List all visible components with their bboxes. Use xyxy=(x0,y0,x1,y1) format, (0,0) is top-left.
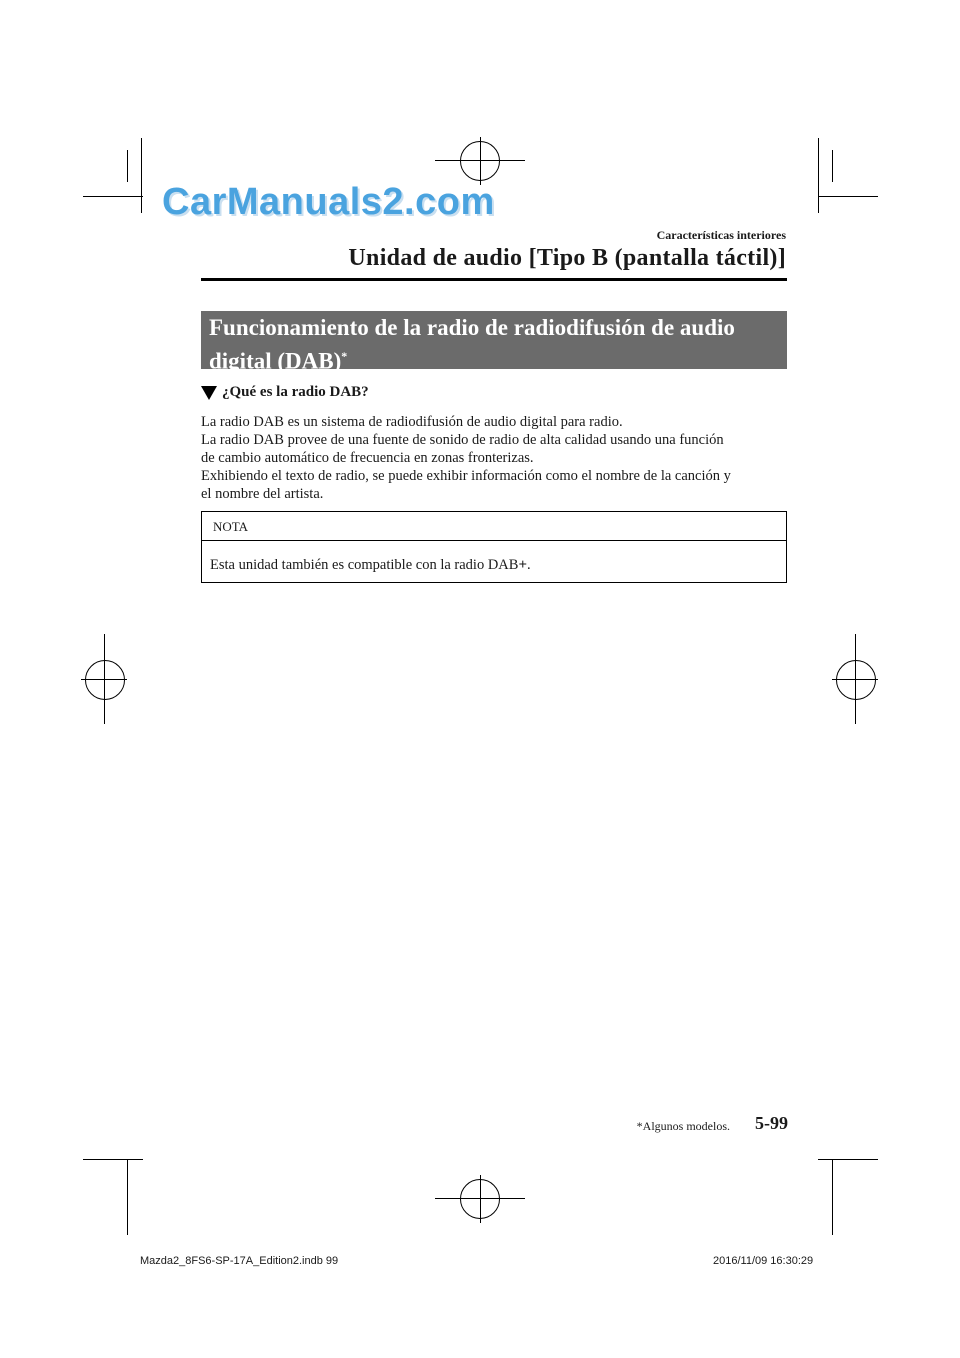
subheading xyxy=(201,384,369,401)
body-line: La radio DAB es un sistema de radiodifusión de audio digital para radio. xyxy=(201,414,623,430)
body-line: La radio DAB provee de una fuente de sonido de radio de alta calidad usando una función xyxy=(201,432,724,448)
body-line: el nombre del artista. xyxy=(201,486,324,502)
footer-file-name: Mazda2_8FS6-SP-17A_Edition2.indb 99 xyxy=(140,1255,339,1267)
banner-line-2-text: digital (DAB) xyxy=(209,348,342,374)
footer-timestamp: 2016/11/09 16:30:29 xyxy=(713,1255,814,1267)
note-text-body: Esta unidad también es compatible con la radio DAB xyxy=(210,557,519,573)
header-rule xyxy=(201,278,787,281)
body-text xyxy=(201,413,787,503)
dab-plus-icon: + xyxy=(518,557,528,573)
body-line: Exhibiendo el texto de radio, se puede exhibir información como el nombre de la canción y xyxy=(201,468,731,484)
registration-mark-left xyxy=(85,660,125,700)
banner-asterisk: * xyxy=(341,349,348,363)
section-title-banner xyxy=(201,311,787,374)
subheading-text: ¿Qué es la radio DAB? xyxy=(222,384,369,400)
page-header-title: Unidad de audio [Tipo B (pantalla táctil)] xyxy=(348,245,786,271)
banner-line-1: Funcionamiento de la radio de radiodifusión de audio xyxy=(209,315,735,340)
registration-mark-bottom xyxy=(460,1179,500,1219)
note-text xyxy=(210,557,531,574)
triangle-down-icon xyxy=(201,386,217,400)
body-line: de cambio automático de frecuencia en zonas fronterizas. xyxy=(201,450,534,466)
watermark-logo: CarManuals2.com xyxy=(162,181,495,223)
registration-mark-right xyxy=(836,660,876,700)
registration-mark-top xyxy=(460,141,500,181)
banner-line-2 xyxy=(209,342,779,376)
section-label: Características interiores xyxy=(656,228,786,242)
note-box xyxy=(201,511,787,583)
note-label: NOTA xyxy=(213,519,249,534)
note-divider xyxy=(202,540,786,541)
footnote: *Algunos modelos. xyxy=(636,1119,730,1133)
note-text-end: . xyxy=(527,557,531,573)
page-number: 5-99 xyxy=(755,1113,788,1133)
